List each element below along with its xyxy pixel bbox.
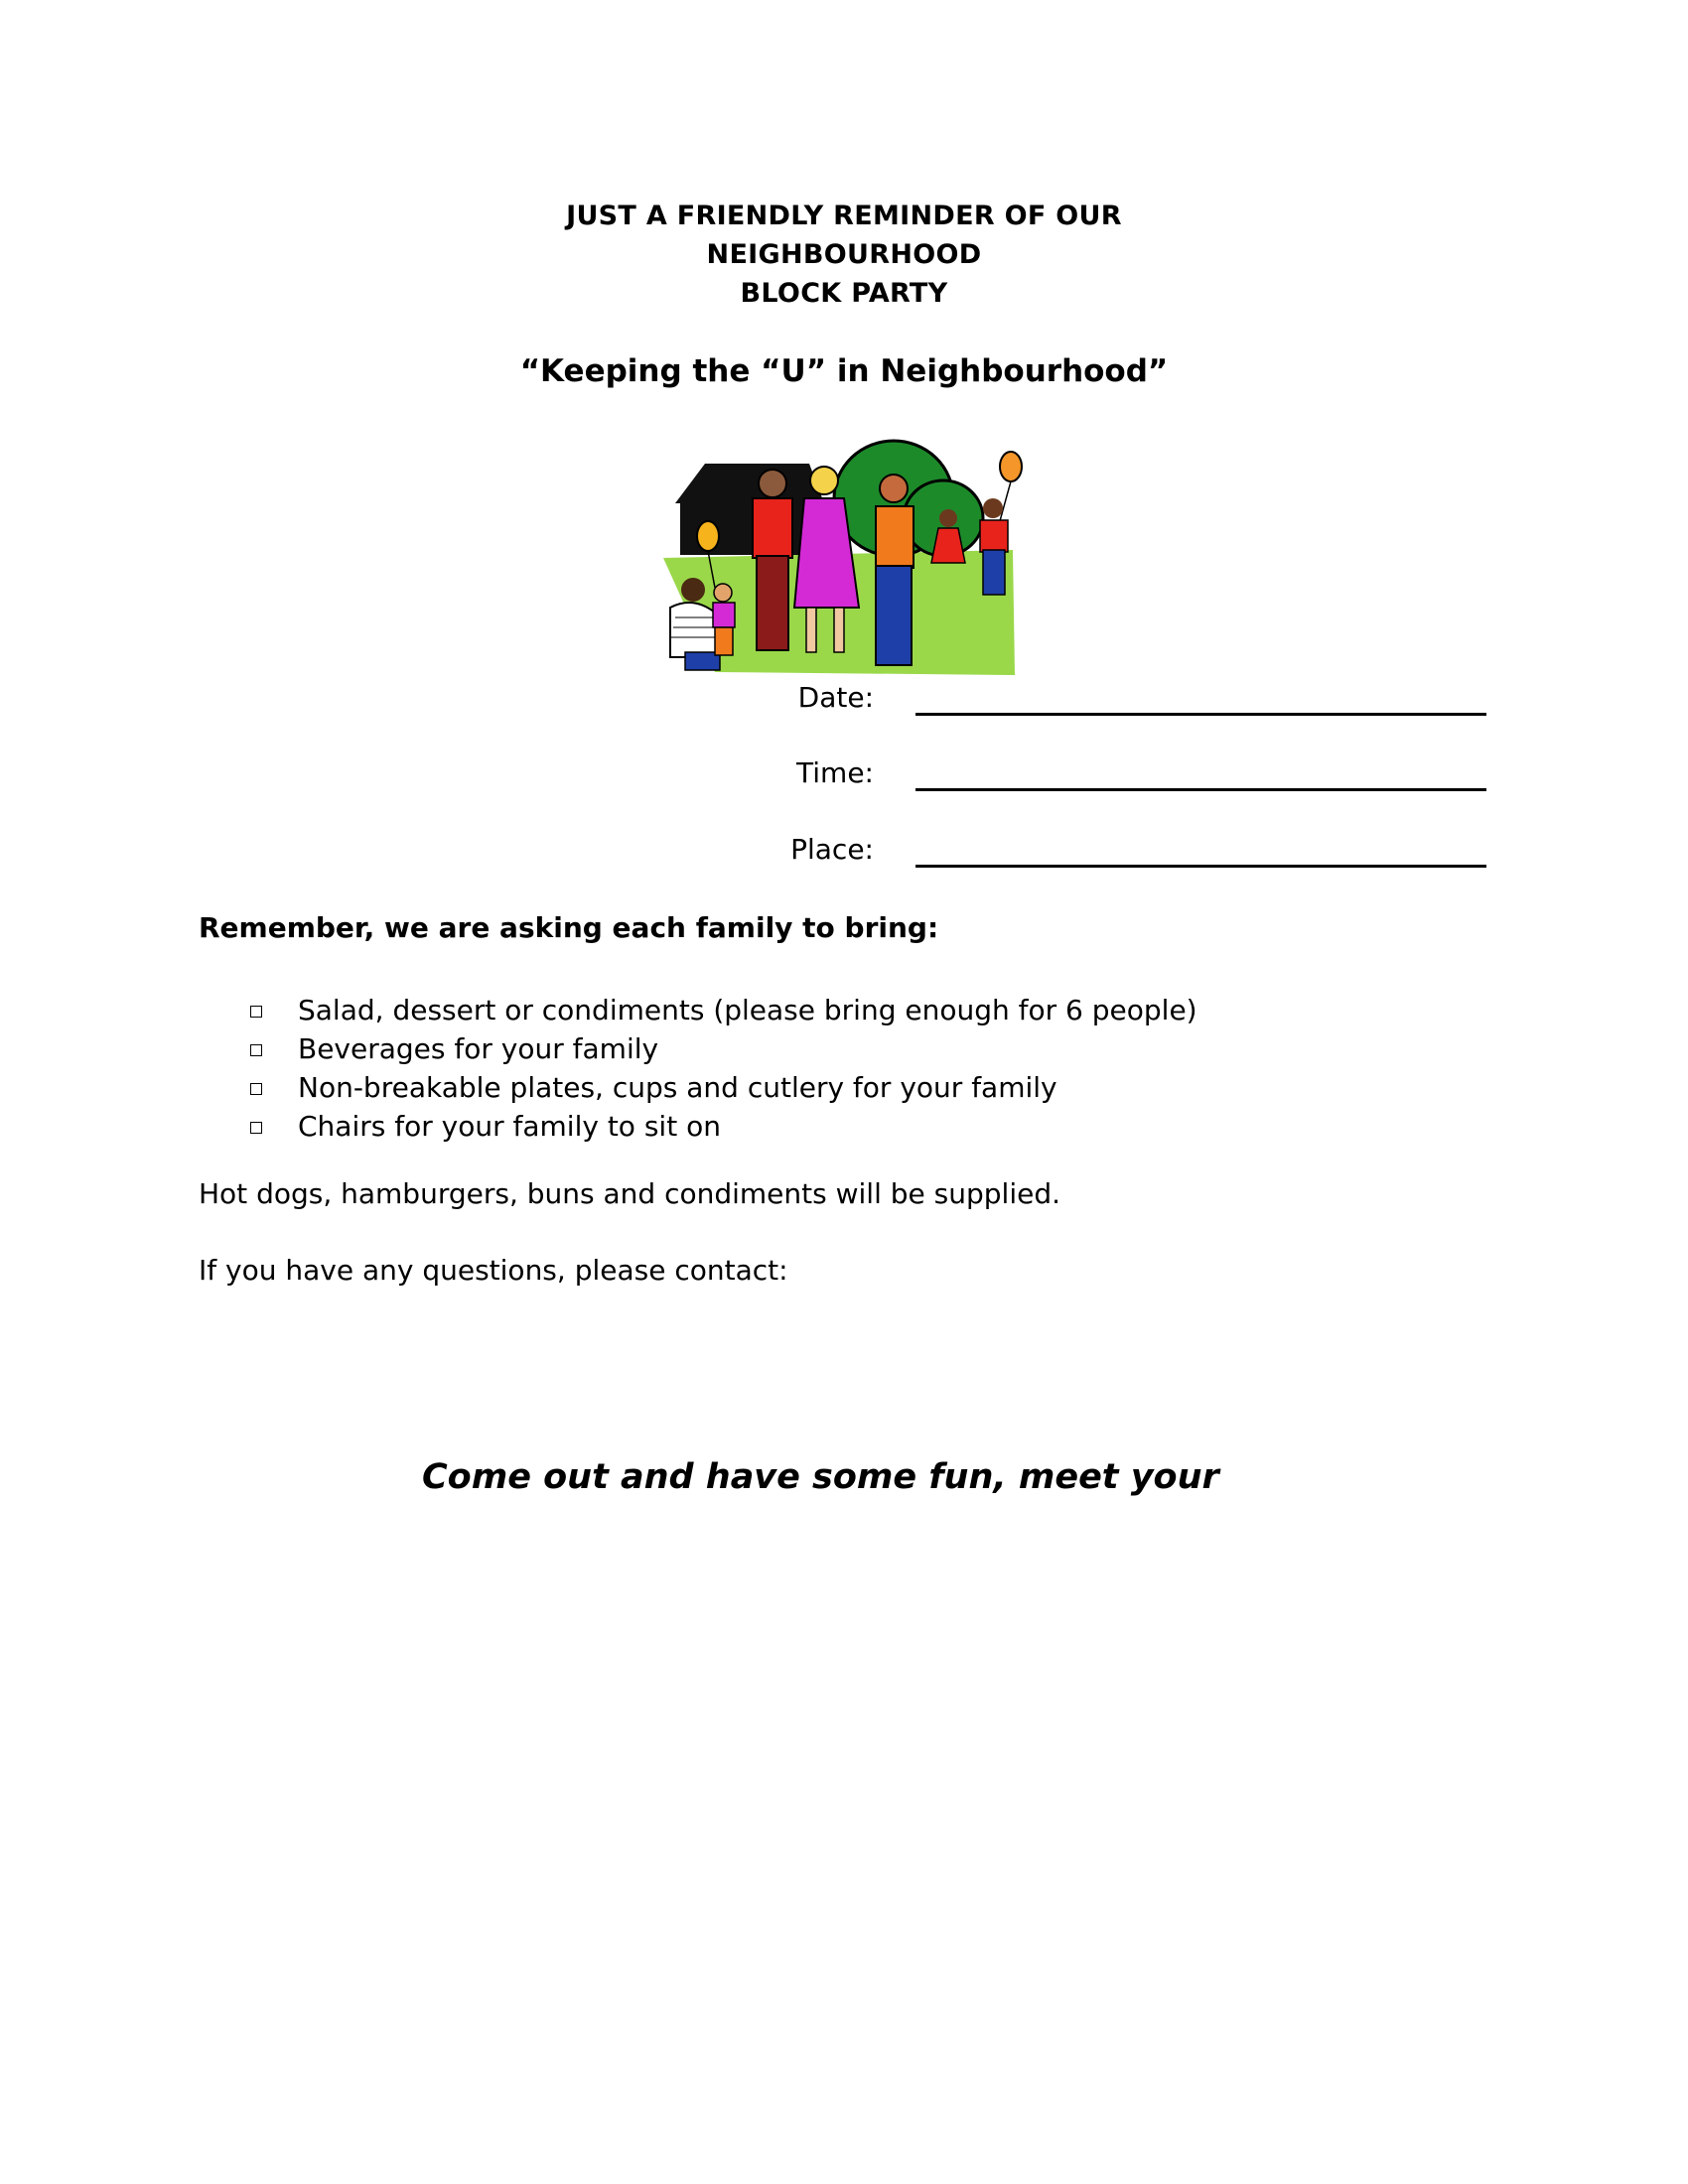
title-line-3: BLOCK PARTY xyxy=(740,278,948,309)
date-blank-line[interactable] xyxy=(915,713,1486,716)
neighbourhood-party-clipart xyxy=(645,429,1043,682)
place-field[interactable] xyxy=(784,833,1489,873)
checkbox-icon xyxy=(250,1122,262,1134)
checkbox-icon xyxy=(250,1044,262,1056)
time-field[interactable] xyxy=(784,756,1489,796)
place-blank-line[interactable] xyxy=(915,865,1486,868)
bring-list xyxy=(248,991,1197,1146)
closing-text: Come out and have some fun, meet your xyxy=(422,1457,1219,1497)
time-blank-line[interactable] xyxy=(915,788,1486,791)
list-item xyxy=(248,1068,1197,1107)
list-item-text: Chairs for your family to sit on xyxy=(298,1110,721,1143)
title-line-2: NEIGHBOURHOOD xyxy=(706,239,982,270)
list-item xyxy=(248,991,1197,1029)
date-field[interactable] xyxy=(784,681,1489,721)
time-label: Time: xyxy=(796,756,874,789)
subtitle: “Keeping the “U” in Neighbourhood” xyxy=(519,353,1169,389)
supplied-text: Hot dogs, hamburgers, buns and condiments will be supplied. xyxy=(199,1177,1060,1210)
date-label: Date: xyxy=(797,681,874,714)
contact-text: If you have any questions, please contact: xyxy=(199,1254,788,1287)
checkbox-icon xyxy=(250,1083,262,1095)
page-title xyxy=(0,197,1688,313)
place-label: Place: xyxy=(790,833,874,866)
checkbox-icon xyxy=(250,1006,262,1018)
list-item xyxy=(248,1107,1197,1146)
list-item-text: Beverages for your family xyxy=(298,1032,659,1065)
bring-heading: Remember, we are asking each family to bring: xyxy=(199,911,939,944)
list-item-text: Salad, dessert or condiments (please bring enough for 6 people) xyxy=(298,994,1197,1026)
title-line-1: JUST A FRIENDLY REMINDER OF OUR xyxy=(566,201,1122,231)
list-item-text: Non-breakable plates, cups and cutlery for your family xyxy=(298,1071,1057,1104)
list-item xyxy=(248,1029,1197,1068)
